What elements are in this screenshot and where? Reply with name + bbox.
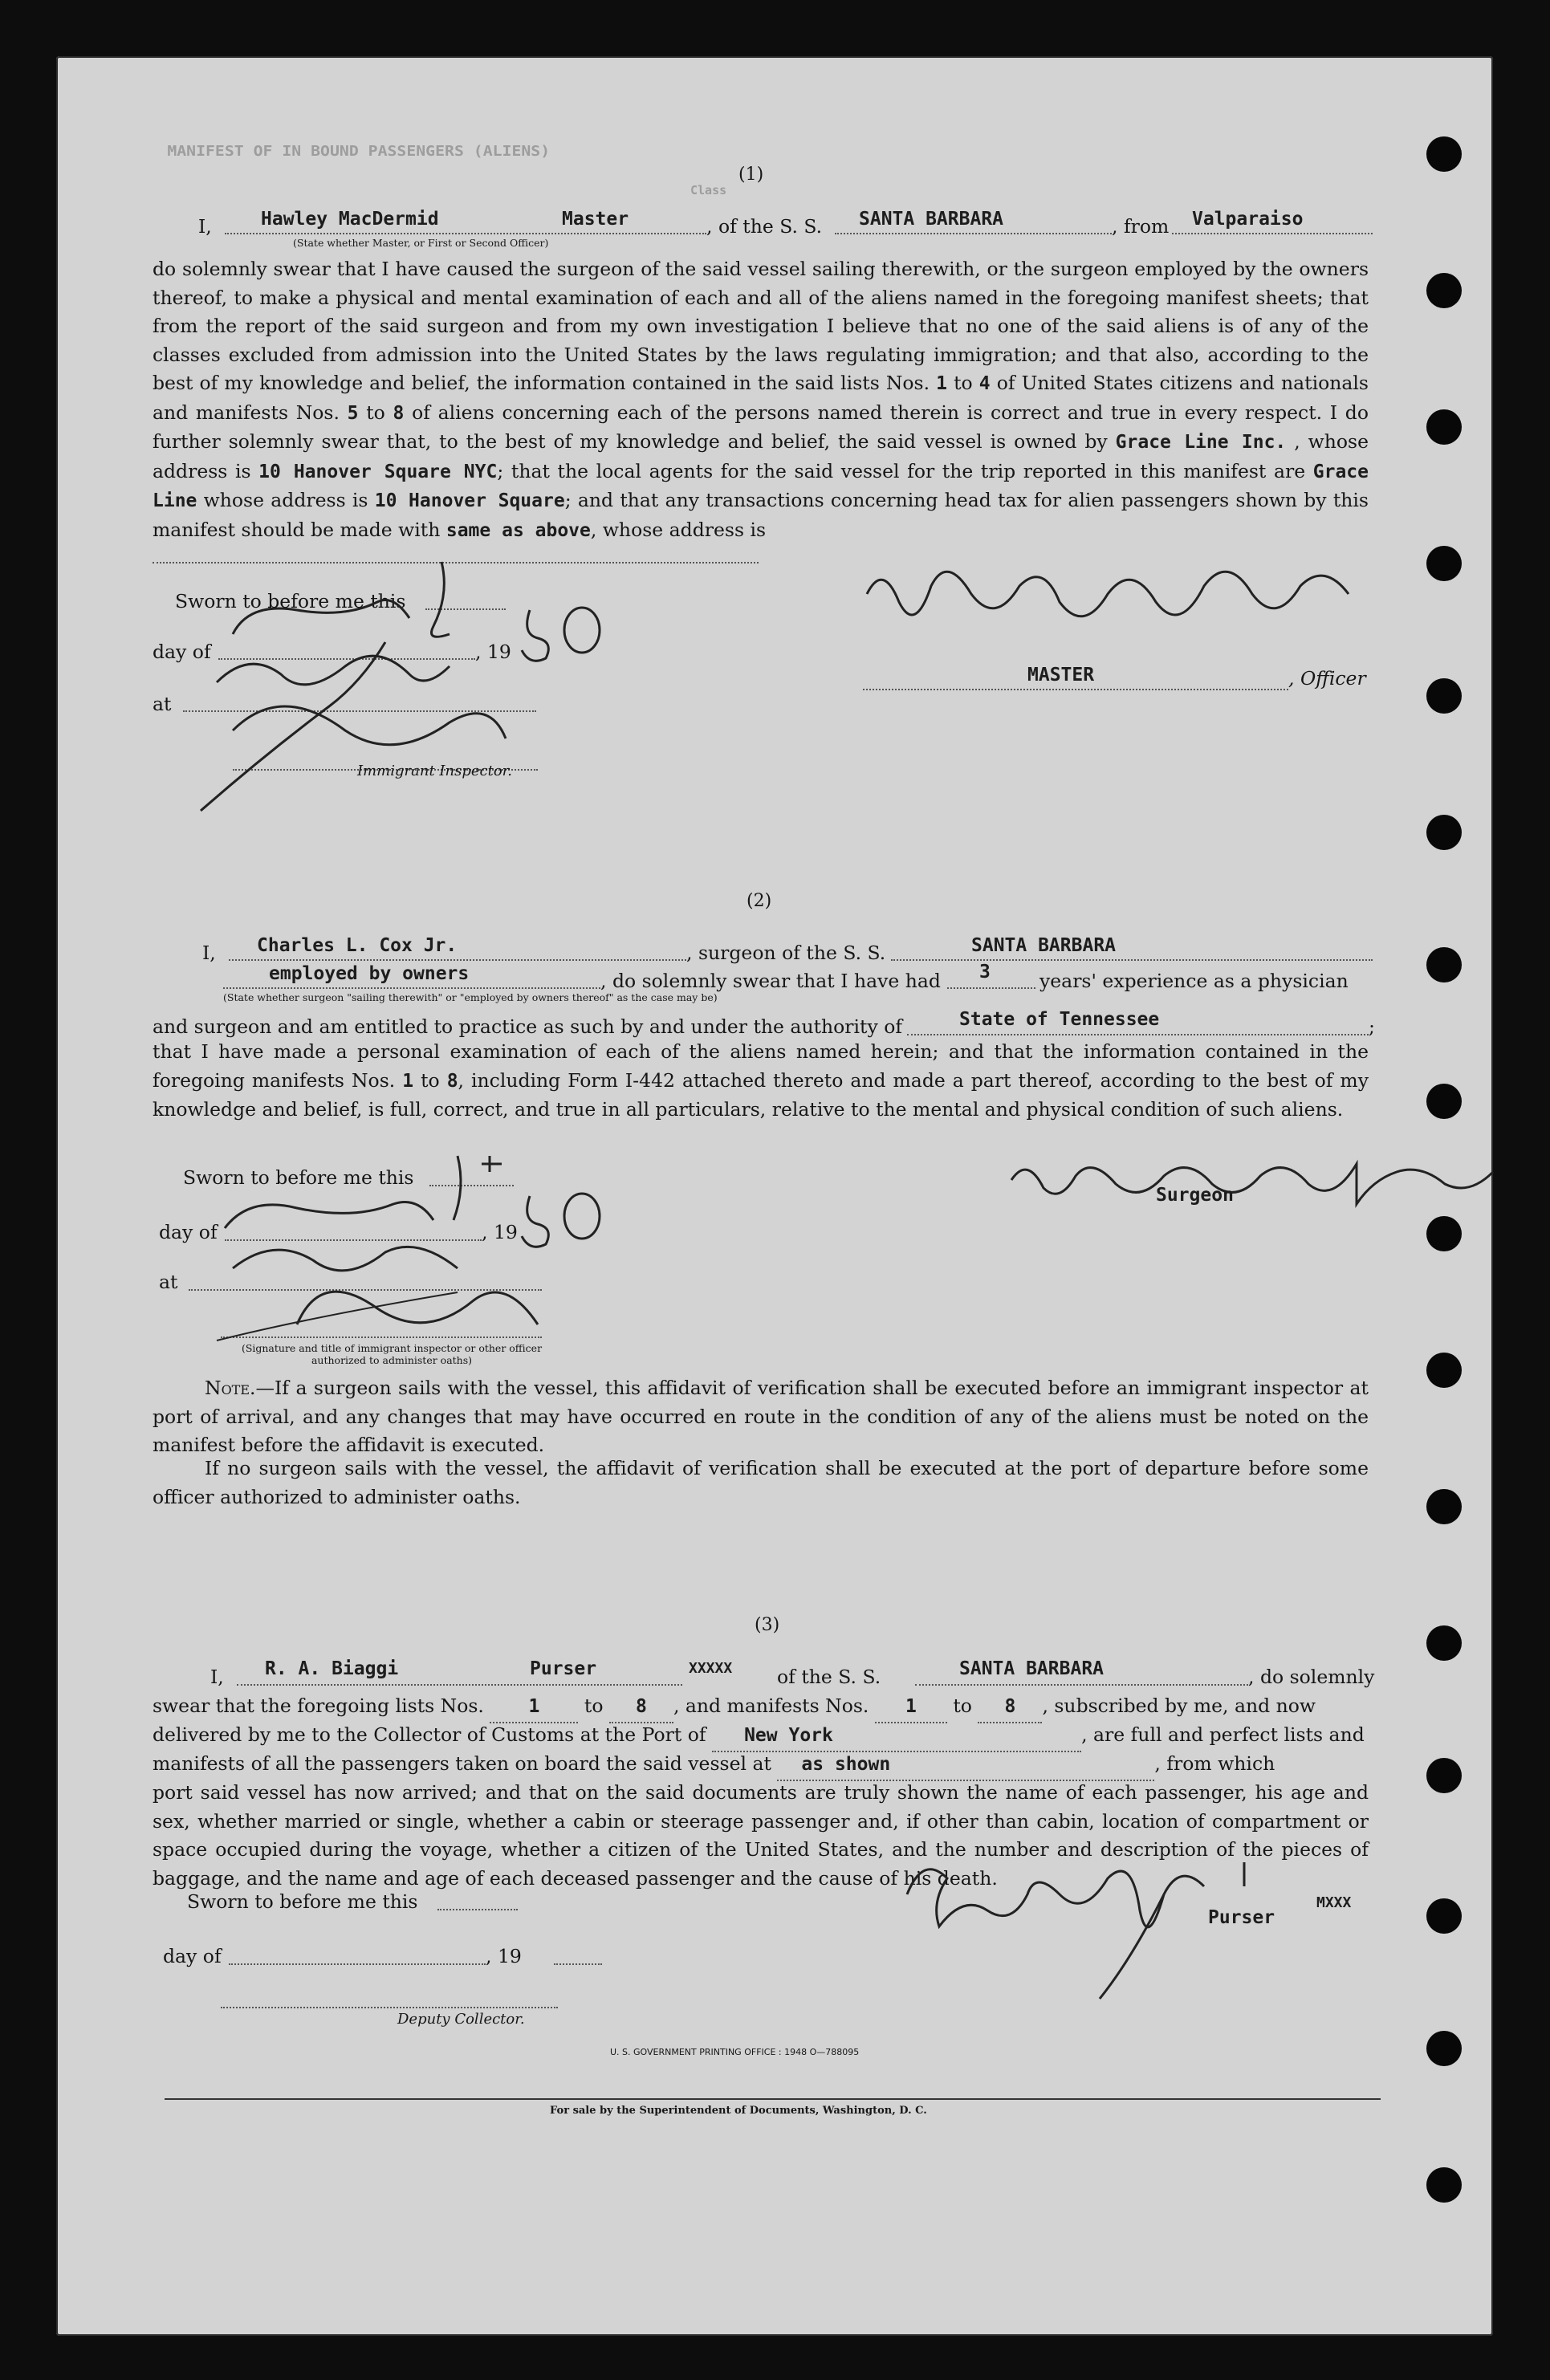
inspector-signature-1 bbox=[185, 546, 602, 819]
signature-caption-2: (Signature and title of immigrant inspector or other officer authorized to administer oaths) bbox=[241, 1342, 543, 1366]
punch-hole bbox=[1426, 947, 1462, 983]
punch-hole bbox=[1426, 678, 1462, 714]
master-name: Hawley MacDermid bbox=[261, 209, 439, 230]
section-2-number: (2) bbox=[747, 891, 772, 911]
year-line-3 bbox=[554, 1963, 602, 1965]
section-1-year: , 19 bbox=[475, 641, 511, 663]
surgeon-vessel: SANTA BARBARA bbox=[971, 935, 1117, 956]
swear-text: , do solemnly swear that I have had bbox=[600, 970, 941, 992]
punch-hole bbox=[1426, 1758, 1462, 1793]
vessel-name: SANTA BARBARA bbox=[859, 209, 1004, 230]
years-line bbox=[947, 987, 1035, 989]
from-label: , from bbox=[1112, 215, 1170, 238]
lists-from: 1 bbox=[936, 373, 947, 394]
sale-notice: For sale by the Superintendent of Documents, Washington, D. C. bbox=[550, 2105, 927, 2117]
authority-line bbox=[907, 1034, 1369, 1035]
employment-line bbox=[223, 987, 600, 989]
punch-hole bbox=[1426, 815, 1462, 850]
punch-hole bbox=[1426, 2031, 1462, 2066]
punch-hole bbox=[1426, 273, 1462, 308]
section-3-oath: port said vessel has now arrived; and that on the said documents are truly shown the name of each passenger, his age and sex, whether married or single, whether a cabin or steerage passenger and, if other than cabin, location of compartment or space occupied during the voyage, whether a citizen of the United States, and the number and description of the pieces of baggage, and the name and age of each deceased passenger and the cause of his death. bbox=[153, 1781, 1369, 1890]
surgeon-vessel-line bbox=[891, 959, 1373, 961]
faint-header: MANIFEST OF IN BOUND PASSENGERS (ALIENS) bbox=[167, 143, 551, 160]
footer-rule bbox=[165, 2098, 1381, 2100]
vessel-line bbox=[835, 233, 1112, 234]
purser-rank: Purser bbox=[530, 1658, 597, 1679]
section-1-day-of: day of bbox=[153, 641, 211, 663]
lists-to: 4 bbox=[978, 373, 991, 394]
struck-text: XXXXX bbox=[689, 1660, 733, 1677]
officer-label: , Officer bbox=[1288, 667, 1366, 690]
from-line bbox=[1172, 233, 1373, 234]
surgeon-name: Charles L. Cox Jr. bbox=[257, 935, 458, 956]
master-rank: Master bbox=[562, 209, 629, 230]
years-experience: 3 bbox=[979, 962, 991, 983]
from-port: Valparaiso bbox=[1192, 209, 1304, 230]
punch-hole bbox=[1426, 1084, 1462, 1119]
owner-address: 10 Hanover Square NYC bbox=[258, 461, 498, 482]
punch-hole bbox=[1426, 1625, 1462, 1661]
punch-hole bbox=[1426, 1898, 1462, 1934]
manifests-to: 8 bbox=[393, 402, 405, 424]
officer-line bbox=[863, 689, 1288, 690]
year-handwritten-2 bbox=[514, 1180, 626, 1252]
of-ss-label: , of the S. S. bbox=[706, 215, 823, 238]
punch-hole bbox=[1426, 409, 1462, 445]
purser-vessel: SANTA BARBARA bbox=[959, 1658, 1105, 1679]
section-1-at: at bbox=[153, 693, 172, 715]
section-2-oath: that I have made a personal examination of each of the aliens named herein; and that the information contained in the foregoing manifests Nos. 1 to 8, including Form I-442 attached thereto and made a part thereof, according to the best of my knowledge and belief, is full, correct, and true in all particulars, relative to the mental and physical condition of such aliens. bbox=[153, 1040, 1369, 1121]
master-signature bbox=[851, 546, 1381, 634]
surgeon-name-line bbox=[229, 959, 686, 961]
surgeon-manifest-from: 1 bbox=[402, 1070, 414, 1092]
rank-caption: (State whether Master, or First or Second Officer) bbox=[293, 237, 549, 249]
purser-struck: MXXX bbox=[1316, 1894, 1352, 1911]
section-1-i: I, bbox=[198, 215, 212, 238]
section-3-i: I, bbox=[210, 1666, 224, 1688]
day-of-line-3 bbox=[229, 1963, 486, 1965]
employment-caption: (State whether surgeon "sailing therewith" or "employed by owners thereof" as the case may be) bbox=[223, 991, 718, 1003]
section-1-oath: do solemnly swear that I have caused the surgeon of the said vessel sailing therewith, or the surgeon employed by the owners thereof, to make a physical and mental examination of each and all of the aliens named in the foregoing manifest sheets; that from the report of the said surgeon and from my own investigation I believe that no one of the said aliens is of any of the classes excluded from admission into the United States by the laws regulating immigration; and that also, according to the best of my knowledge and belief, the information contained in the said lists Nos. 1 to 4 of United States citizens and nationals and manifests Nos. 5 to 8 of aliens concerning each of the persons named therein is correct and true in every respect. I do further solemnly swear that, to the best of my knowledge and belief, the said vessel is owned by Grace Line Inc. , whose address is 10 Hanover Square NYC; that the local agents for the said vessel for the trip reported in this manifest are Grace Line whose address is 10 Hanover Square; and that any transactions concerning head tax for alien passengers shown by this manifest should be made with same as above, whose address is bbox=[153, 258, 1369, 541]
section-3-day-of: day of bbox=[163, 1945, 222, 1967]
local-agents: Grace Line bbox=[153, 461, 1369, 511]
agents-address: 10 Hanover Square bbox=[374, 490, 565, 511]
surgeon-of-label: , surgeon of the S. S. bbox=[686, 942, 886, 964]
purser-name: R. A. Biaggi bbox=[265, 1658, 399, 1679]
authority: State of Tennessee bbox=[959, 1009, 1160, 1030]
manifests-to-3: 8 bbox=[978, 1693, 1042, 1723]
authority-text: and surgeon and am entitled to practice as such by and under the authority of bbox=[153, 1015, 903, 1038]
sworn-day-line-3 bbox=[437, 1909, 518, 1910]
master-name-line bbox=[225, 233, 706, 234]
manifests-from-3: 1 bbox=[875, 1693, 947, 1723]
section-3-sworn: Sworn to before me this bbox=[187, 1890, 418, 1913]
section-1-number: (1) bbox=[738, 165, 764, 185]
section-2-at: at bbox=[159, 1271, 178, 1293]
punch-hole bbox=[1426, 1489, 1462, 1524]
section-2-i: I, bbox=[202, 942, 216, 964]
years-text: years' experience as a physician bbox=[1039, 970, 1349, 992]
section-3-year: , 19 bbox=[486, 1945, 522, 1967]
collector-port: New York bbox=[712, 1722, 1081, 1752]
lists-from-3: 1 bbox=[490, 1693, 578, 1723]
surgeon-signature bbox=[995, 1140, 1509, 1212]
surgeon-employment: employed by owners bbox=[269, 963, 470, 984]
do-solemnly: , do solemnly bbox=[1248, 1666, 1375, 1688]
section-3-boarded-text: manifests of all the passengers taken on board the said vessel at as shown , from which bbox=[153, 1750, 1275, 1781]
collector-caption: Deputy Collector. bbox=[397, 2011, 525, 2028]
note-2: If no surgeon sails with the vessel, the affidavit of verification shall be executed at the port of departure before some officer authorized to administer oaths. bbox=[153, 1457, 1369, 1508]
section-2-year: , 19 bbox=[482, 1221, 518, 1243]
officer-title: MASTER bbox=[1027, 665, 1095, 686]
faint-class-label: Class bbox=[690, 183, 727, 197]
semicolon: ; bbox=[1369, 1015, 1375, 1038]
owner-name: Grace Line Inc. bbox=[1115, 432, 1287, 453]
lists-to-3: 8 bbox=[609, 1693, 673, 1723]
year-handwritten-1 bbox=[514, 594, 626, 666]
punch-hole bbox=[1426, 1353, 1462, 1388]
punch-hole bbox=[1426, 546, 1462, 581]
boarded-at: as shown bbox=[777, 1751, 1154, 1781]
punch-hole bbox=[1426, 2167, 1462, 2203]
collector-line bbox=[221, 2007, 558, 2008]
headtax-party: same as above bbox=[445, 519, 591, 541]
section-3-lists-text: swear that the foregoing lists Nos. 1 to 8 , and manifests Nos. 1 to 8 , subscribed by me, and now bbox=[153, 1692, 1316, 1723]
vessel-line-3 bbox=[915, 1684, 1248, 1686]
purser-name-line bbox=[237, 1684, 682, 1686]
surgeon-manifest-to: 8 bbox=[446, 1070, 458, 1092]
surgeon-title: Surgeon bbox=[1156, 1185, 1234, 1206]
purser-title: Purser bbox=[1208, 1907, 1275, 1928]
punch-hole bbox=[1426, 136, 1462, 172]
section-3-port-text: delivered by me to the Collector of Customs at the Port of New York , are full and perfect lists and bbox=[153, 1721, 1365, 1752]
section-2-day-of: day of bbox=[159, 1221, 218, 1243]
section-1-sworn: Sworn to before me this bbox=[175, 590, 406, 612]
inspector-caption: Immigrant Inspector. bbox=[357, 763, 513, 779]
section-3-number: (3) bbox=[755, 1615, 780, 1635]
note-1: Note.—If a surgeon sails with the vessel, this affidavit of verification shall be executed before an immigrant inspector at port of arrival, and any changes that may have occurred en route in the condition of any of the aliens must be noted on the manifest before the affidavit is executed. bbox=[153, 1377, 1369, 1456]
manifests-from: 5 bbox=[347, 402, 359, 424]
printing-office: U. S. GOVERNMENT PRINTING OFFICE : 1948 O—788095 bbox=[610, 2047, 860, 2057]
punch-hole bbox=[1426, 1216, 1462, 1251]
of-ss-label-3: of the S. S. bbox=[777, 1666, 881, 1688]
section-2-sworn: Sworn to before me this bbox=[183, 1166, 414, 1189]
